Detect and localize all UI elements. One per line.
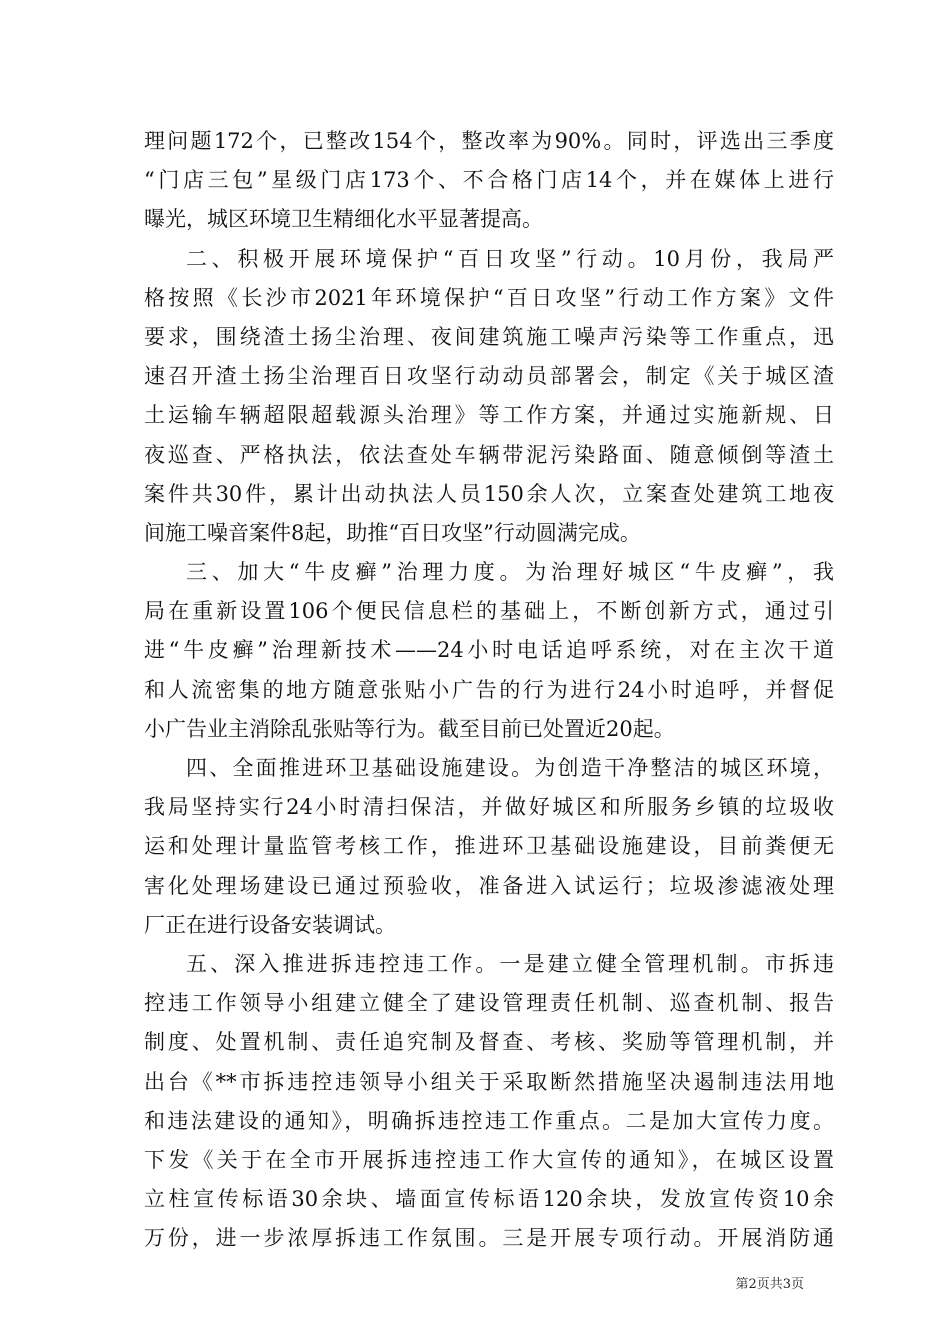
text-line: 小广告业主消除乱张贴等行为。截至目前已处置近20起。	[144, 716, 675, 741]
text-line: 运和处理计量监管考核工作，推进环卫基础设施建设，目前粪便无	[144, 834, 834, 859]
paragraph-first-line: 二、积极开展环境保护“百日攻坚”行动。10月份，我局严	[186, 246, 834, 271]
text-line: 和人流密集的地方随意张贴小广告的行为进行24小时追呼，并督促	[144, 677, 834, 702]
text-line: 案件共30件，累计出动执法人员150余人次，立案查处建筑工地夜	[144, 481, 834, 506]
text-line: 害化处理场建设已通过预验收，准备进入试运行；垃圾渗滤液处理	[144, 873, 834, 898]
text-line: 出台《**市拆违控违领导小组关于采取断然措施坚决遏制违法用地	[144, 1069, 834, 1094]
text-line: 格按照《长沙市2021年环境保护“百日攻坚”行动工作方案》文件	[144, 285, 834, 310]
text-line: 厂正在进行设备安装调试。	[144, 912, 396, 937]
text-line: 土运输车辆超限超载源头治理》等工作方案，并通过实施新规、日	[144, 403, 834, 428]
text-line: 进“牛皮癣”治理新技术——24小时电话追呼系统，对在主次干道	[144, 638, 834, 663]
text-line: 间施工噪音案件8起，助推“百日攻坚”行动圆满完成。	[144, 520, 641, 545]
text-line: 我局坚持实行24小时清扫保洁，并做好城区和所服务乡镇的垃圾收	[144, 795, 834, 820]
text-line: 理问题172个，已整改154个，整改率为90%。同时，评选出三季度	[144, 129, 834, 153]
text-line: 控违工作领导小组建立健全了建设管理责任机制、巡查机制、报告	[144, 991, 834, 1016]
text-line: 曝光，城区环境卫生精细化水平显著提高。	[144, 207, 543, 232]
text-line: 和违法建设的通知》，明确拆违控违工作重点。二是加大宣传力度。	[144, 1108, 834, 1133]
paragraph-first-line: 五、深入推进拆违控违工作。一是建立健全管理机制。市拆违	[186, 951, 834, 976]
paragraph-first-line: 三、加大“牛皮癣”治理力度。为治理好城区“牛皮癣”，我	[186, 560, 834, 585]
page-number: 第2页共3页	[735, 1277, 804, 1292]
text-line: 下发《关于在全市开展拆违控违工作大宣传的通知》，在城区设置	[144, 1147, 834, 1172]
text-line: 速召开渣土扬尘治理百日攻坚行动动员部署会，制定《关于城区渣	[144, 364, 834, 389]
text-line: 局在重新设置106个便民信息栏的基础上，不断创新方式，通过引	[144, 599, 834, 624]
paragraph-first-line: 四、全面推进环卫基础设施建设。为创造干净整洁的城区环境，	[186, 756, 834, 780]
document-body	[144, 122, 834, 1258]
text-line: 夜巡查、严格执法，依法查处车辆带泥污染路面、随意倾倒等渣土	[144, 442, 834, 467]
text-line: 万份，进一步浓厚拆违工作氛围。三是开展专项行动。开展消防通	[144, 1226, 834, 1251]
text-line: “门店三包”星级门店173个、不合格门店14个，并在媒体上进行	[144, 168, 834, 193]
text-line: 立柱宣传标语30余块、墙面宣传标语120余块，发放宣传资10余	[144, 1187, 834, 1212]
text-line: 制度、处置机制、责任追究制及督查、考核、奖励等管理机制，并	[144, 1030, 834, 1055]
text-line: 要求，围绕渣土扬尘治理、夜间建筑施工噪声污染等工作重点，迅	[144, 324, 834, 349]
